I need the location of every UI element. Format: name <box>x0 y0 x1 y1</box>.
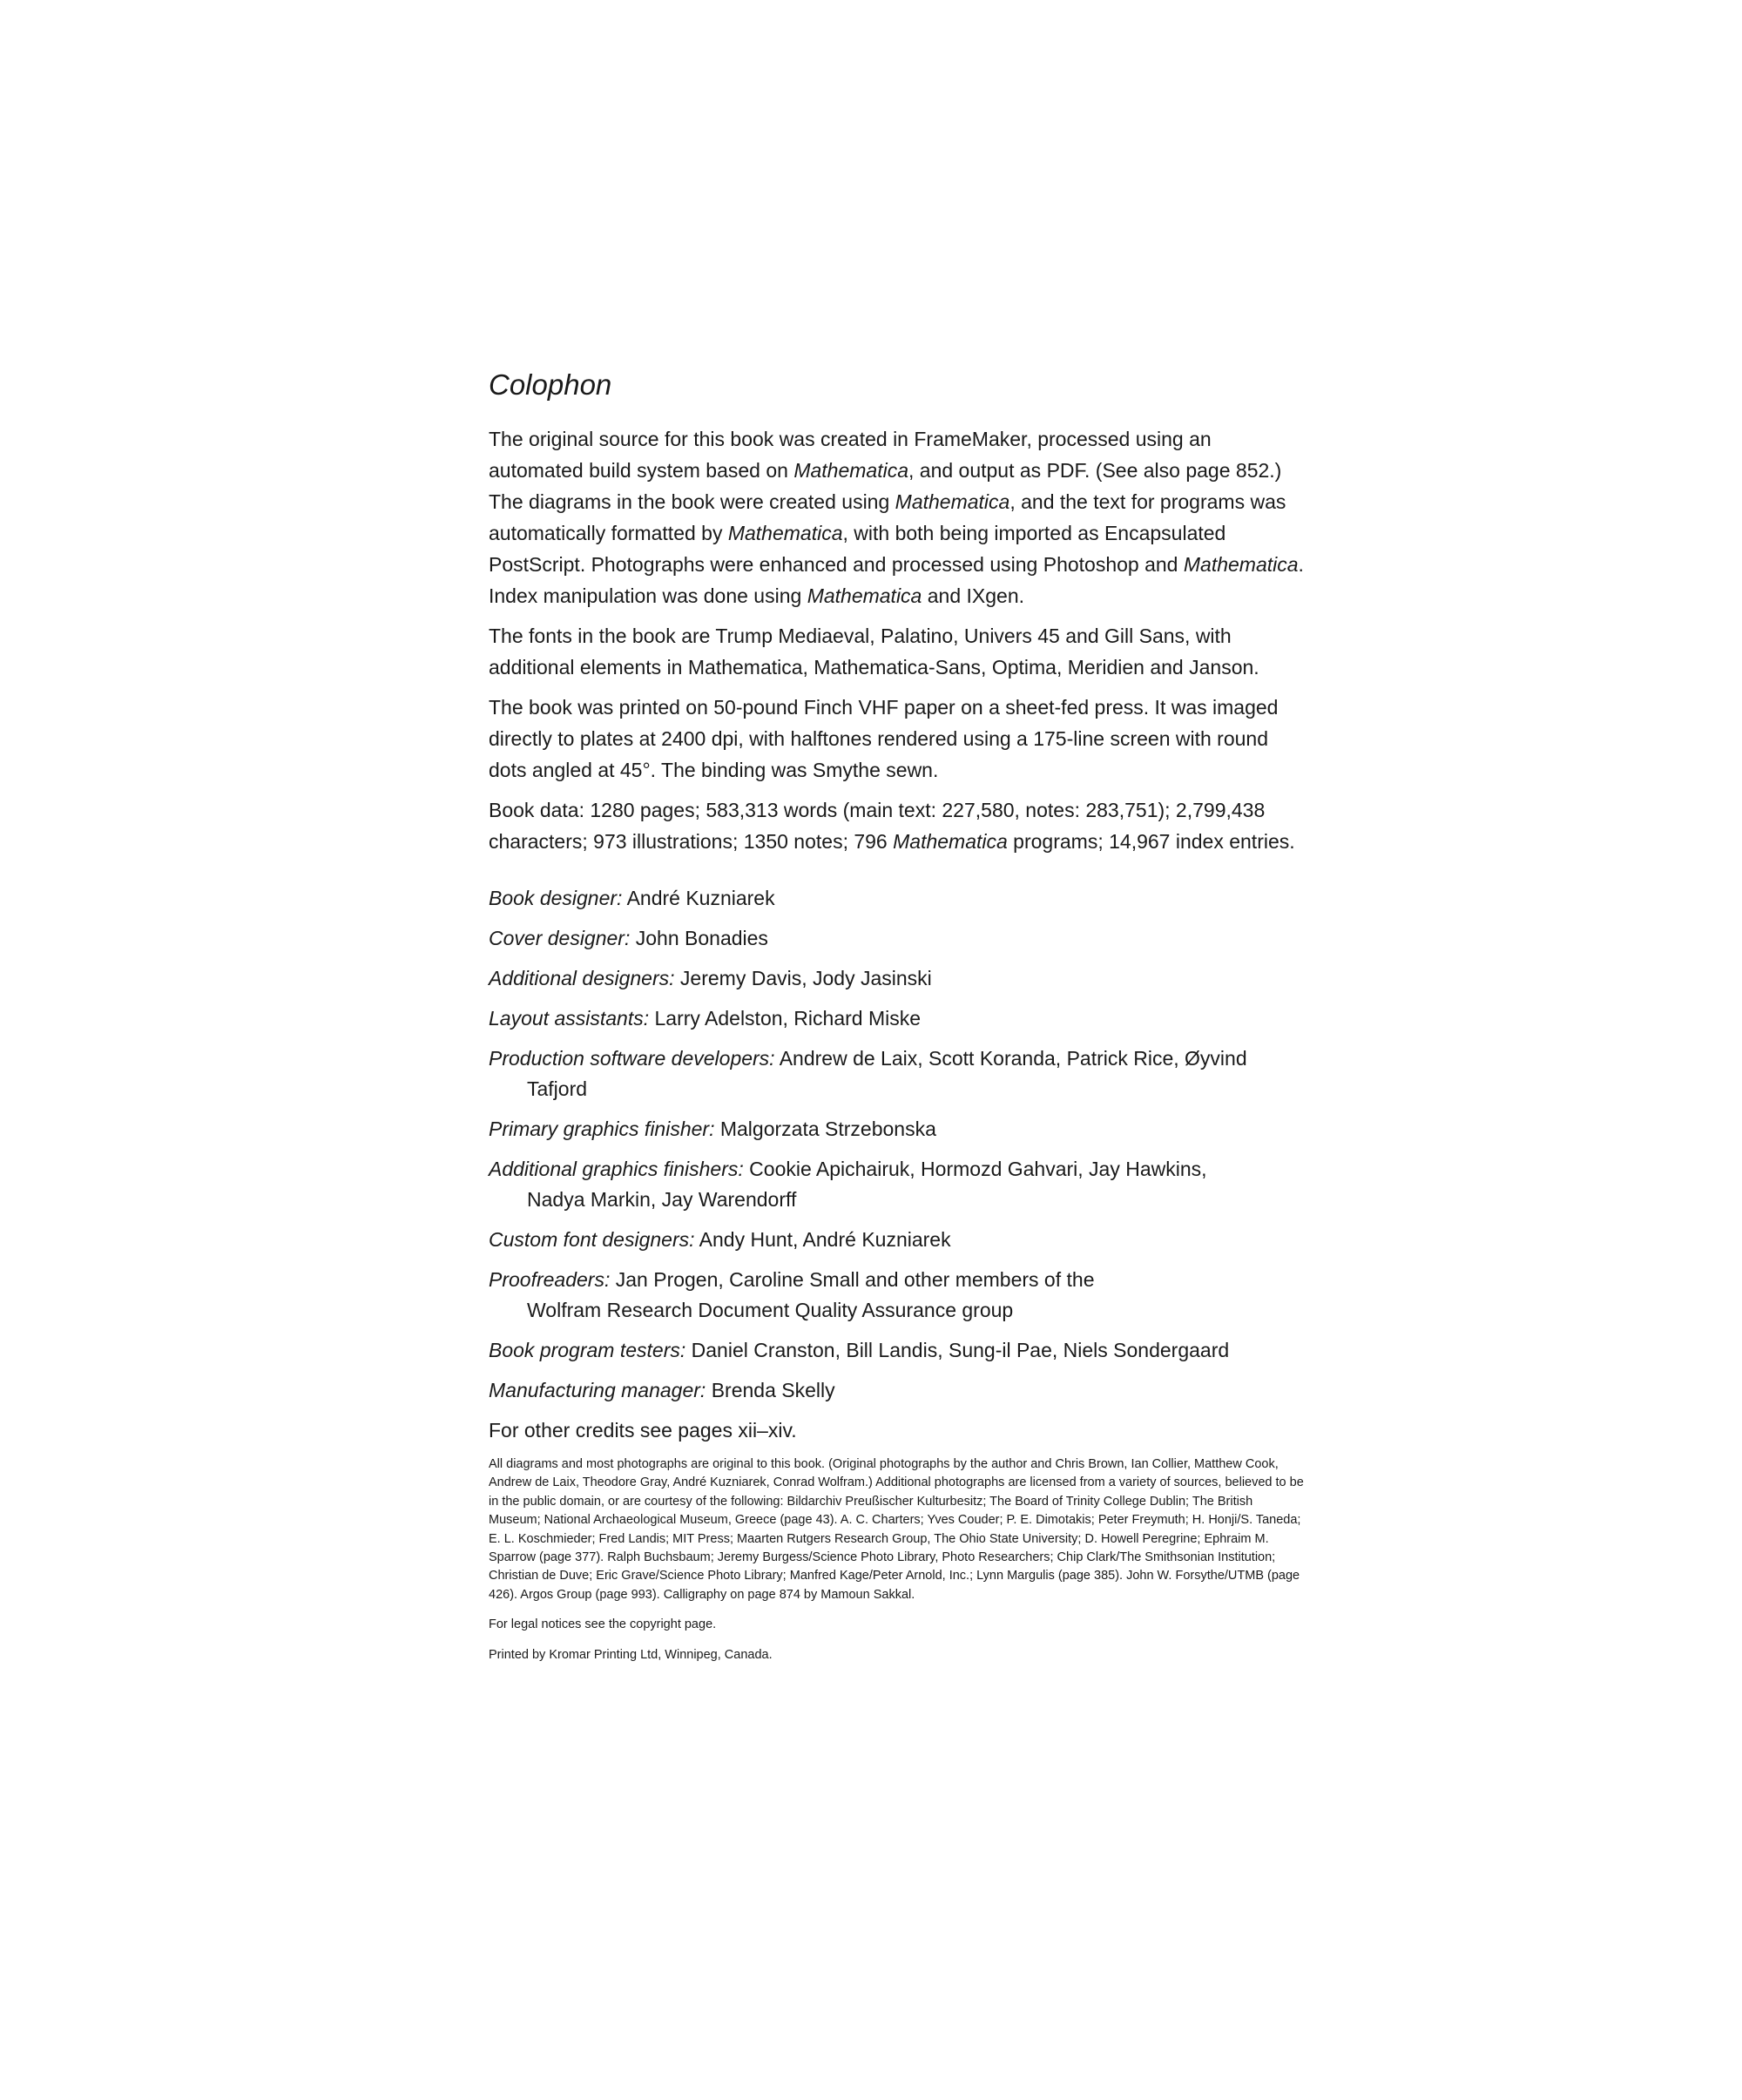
credit-entry <box>489 923 1307 954</box>
credit-role: Additional designers: <box>489 967 675 989</box>
credit-names: Cookie Apichairuk, Hormozd Gahvari, Jay Hawkins, Nadya Markin, Jay Warendorff <box>527 1158 1207 1211</box>
credit-entry <box>489 1114 1307 1145</box>
text-run: . Index manipulation was done using <box>489 553 1304 607</box>
credit-entry <box>489 1154 1224 1215</box>
text-run: , and the text for programs was automatically formatted by <box>489 490 1286 544</box>
text-run: and IXgen. <box>922 584 1025 607</box>
credit-names: Brenda Skelly <box>711 1379 835 1401</box>
paragraph-fonts: The fonts in the book are Trump Mediaeval, Palatino, Univers 45 and Gill Sans, with additional elements in Mathematica, Mathematica-Sans, Optima, Meridien and Janson. <box>489 625 1259 679</box>
credit-entry <box>489 1043 1307 1104</box>
credit-role: Book program testers: <box>489 1339 686 1361</box>
credit-entry <box>489 1265 1128 1326</box>
credit-role: Cover designer: <box>489 927 631 949</box>
credit-entry <box>489 1375 1307 1406</box>
printer-notice: Printed by Kromar Printing Ltd, Winnipeg, Canada. <box>489 1647 773 1662</box>
paragraph-printing: The book was printed on 50-pound Finch VHF paper on a sheet-fed press. It was imaged directly to plates at 2400 dpi, with halftones rendered using a 175-line screen with round dots angled at 45°. The binding was Smythe sewn. <box>489 696 1279 781</box>
legal-notice: For legal notices see the copyright page. <box>489 1617 717 1632</box>
italic-run: Mathematica <box>793 459 908 482</box>
credit-names: Daniel Cranston, Bill Landis, Sung-il Pae, Niels Sondergaard <box>691 1339 1230 1361</box>
credit-entry <box>489 1225 1307 1255</box>
photo-credits: All diagrams and most photographs are original to this book. (Original photographs by the author and Chris Brown, Ian Collier, Matthew Cook, Andrew de Laix, Theodore Gray, André Kuzniarek, Conrad Wolfram.) Additional photographs are licensed from a variety of sources, believed to be in the public domain, or are courtesy of the following: Bildarchiv Preußischer Kulturbesitz; The Board of Trinity College Dublin; The British Museum; National Archaeological Museum, Greece (page 43). A. C. Charters; Yves Couder; P. E. Dimotakis; Peter Freymuth; H. Honji/S. Taneda; E. L. Koschmieder; Fred Landis; MIT Press; Maarten Rutgers Research Group, The Ohio State University; D. Howell Peregrine; Ephraim M. Sparrow (page 377). Ralph Buchsbaum; Jeremy Burgess/Science Photo Library, Photo Researchers; Chip Clark/The Smithsonian Institution; Christian de Duve; Eric Grave/Science Photo Library; Manfred Kage/Peter Arnold, Inc.; Lynn Margulis (page 385). John W. Forsythe/UTMB (page 426). Argos Group (page 993). Calligraphy on page 874 by Mamoun Sakkal. <box>489 1457 1304 1602</box>
credit-role: Primary graphics finisher: <box>489 1118 715 1140</box>
italic-run: Mathematica <box>727 522 843 544</box>
text-run: Book data: 1280 pages; 583,313 words (main text: 227,580, notes: 283,751); 2,799,438 characters; 973 illustrations; 1350 notes; 796 <box>489 799 1266 853</box>
text-run: The original source for this book was created in FrameMaker, processed using an automated build system based on <box>489 428 1212 482</box>
colophon-page <box>489 366 1307 1676</box>
credit-names: John Bonadies <box>635 927 768 949</box>
paragraph-book-data <box>489 794 1307 857</box>
credit-role: Additional graphics finishers: <box>489 1158 744 1180</box>
paragraph-source <box>489 423 1307 611</box>
credit-names: André Kuzniarek <box>626 887 775 909</box>
credit-role: Book designer: <box>489 887 623 909</box>
credit-names: Andrew de Laix, Scott Koranda, Patrick Rice, Øyvind Tafjord <box>527 1047 1247 1100</box>
credit-role: Proofreaders: <box>489 1268 611 1291</box>
credit-names: Andy Hunt, André Kuzniarek <box>699 1228 951 1251</box>
italic-run: Mathematica <box>893 830 1008 853</box>
credit-entry <box>489 883 1307 914</box>
credits-list <box>489 883 1307 1446</box>
text-run: programs; 14,967 index entries. <box>1007 830 1295 853</box>
credit-entry <box>489 1335 1307 1366</box>
credit-role: Layout assistants: <box>489 1007 650 1030</box>
italic-run: Mathematica <box>1183 553 1299 576</box>
credit-entry <box>489 963 1307 994</box>
credit-role: Production software developers: <box>489 1047 775 1070</box>
credit-names: Larry Adelston, Richard Miske <box>654 1007 922 1030</box>
credit-names: Jeremy Davis, Jody Jasinski <box>679 967 932 989</box>
text-run: , with both being imported as Encapsulated PostScript. Photographs were enhanced and processed using Photoshop and <box>489 522 1226 576</box>
credit-entry <box>489 1003 1307 1034</box>
colophon-body <box>489 423 1307 857</box>
page-title: Colophon <box>489 368 612 401</box>
italic-run: Mathematica <box>807 584 922 607</box>
credit-role: Manufacturing manager: <box>489 1379 706 1401</box>
other-credits: For other credits see pages xii–xiv. <box>489 1419 797 1442</box>
text-run: , and output as PDF. (See also page 852.) The diagrams in the book were created using <box>489 459 1282 513</box>
italic-run: Mathematica <box>895 490 1010 513</box>
credit-role: Custom font designers: <box>489 1228 695 1251</box>
credit-names: Jan Progen, Caroline Small and other members of the Wolfram Research Document Quality Assurance group <box>527 1268 1095 1321</box>
credit-names: Malgorzata Strzebonska <box>719 1118 936 1140</box>
